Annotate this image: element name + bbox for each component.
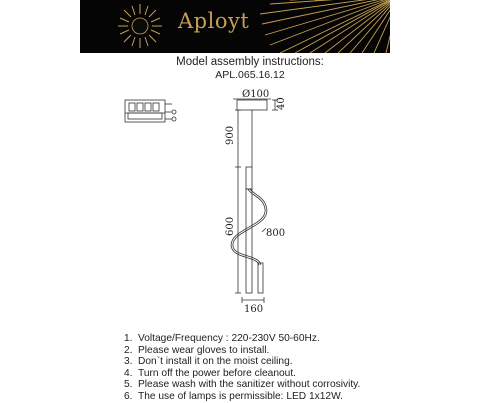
canopy-shape [233,99,271,110]
list-item: 5. Please wash with the sanitizer without corrosivity. [124,379,361,391]
list-item: 6. The use of lamps is permissible: LED 1x12W. [124,390,343,402]
dim-width: 160 [244,304,264,315]
dim-fixture-height: 600 [225,216,236,236]
brand-name: Aployt [178,9,250,33]
dim-cable-length: 900 [225,125,236,145]
model-number: APL.065.16.12 [215,69,285,81]
dim-canopy-height: 40 [276,97,287,110]
dim-curve-length: 800 [266,228,286,239]
fixture-upper-segment [246,167,252,189]
fixture-lower-segment [258,263,263,293]
list-item: 3. Don`t install it on the moist ceiling. [124,356,293,368]
fixture-main-bar [246,189,252,293]
instructions-list [124,333,360,403]
instructions-title: Model assembly instructions: [176,56,324,68]
list-item: 1. Voltage/Frequency : 220-230V 50-60Hz. [124,333,320,344]
list-item: 4. Turn off the power before cleanout. [124,367,297,379]
terminal-block-icon [125,100,176,122]
dim-canopy-diameter: Ø100 [242,89,270,100]
wavy-light-tube [232,189,266,265]
list-item: 2. Please wear gloves to install. [124,344,270,356]
